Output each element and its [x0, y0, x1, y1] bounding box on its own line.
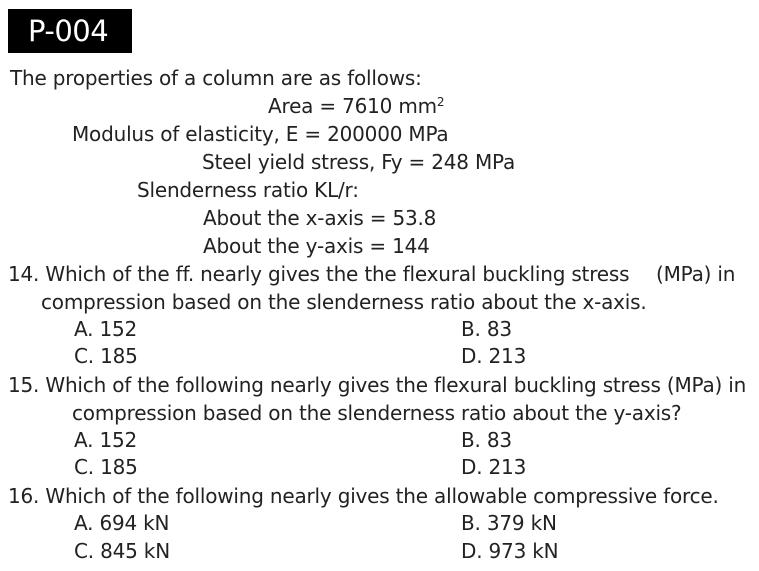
problem-code-badge: P-004: [8, 9, 132, 53]
q14-choice-d: D. 213: [461, 344, 527, 368]
question-16-line1: 16. Which of the following nearly gives the allowable compressive force.: [8, 484, 719, 508]
q15-choice-a: A. 152: [74, 428, 138, 452]
yield-stress-property: Steel yield stress, Fy = 248 MPa: [202, 150, 516, 174]
q14-choice-a: A. 152: [74, 317, 138, 341]
q14-choice-c: C. 185: [74, 344, 138, 368]
intro-text: The properties of a column are as follows:: [10, 66, 422, 90]
slenderness-heading: Slenderness ratio KL/r:: [137, 178, 359, 202]
question-14-line1-tail: (MPa) in: [656, 262, 736, 286]
area-property: [268, 94, 444, 118]
q15-choice-c: C. 185: [74, 455, 138, 479]
q16-choice-d: D. 973 kN: [461, 539, 559, 563]
area-text: Area = 7610 mm: [268, 94, 437, 118]
q16-choice-b: B. 379 kN: [461, 511, 557, 535]
q15-choice-d: D. 213: [461, 455, 527, 479]
modulus-property: Modulus of elasticity, E = 200000 MPa: [72, 122, 449, 146]
slenderness-y: About the y-axis = 144: [203, 234, 430, 258]
q14-choice-b: B. 83: [461, 317, 512, 341]
question-15-line2: compression based on the slenderness ratio about the y-axis?: [72, 401, 682, 425]
q15-choice-b: B. 83: [461, 428, 512, 452]
question-14-line1: 14. Which of the ff. nearly gives the the flexural buckling stress: [8, 262, 630, 286]
question-14-line2: compression based on the slenderness ratio about the x-axis.: [41, 290, 647, 314]
q16-choice-c: C. 845 kN: [74, 539, 170, 563]
slenderness-x: About the x-axis = 53.8: [203, 206, 437, 230]
area-superscript: 2: [436, 95, 445, 109]
question-15-line1: 15. Which of the following nearly gives the flexural buckling stress (MPa) in: [8, 373, 747, 397]
q16-choice-a: A. 694 kN: [74, 511, 170, 535]
